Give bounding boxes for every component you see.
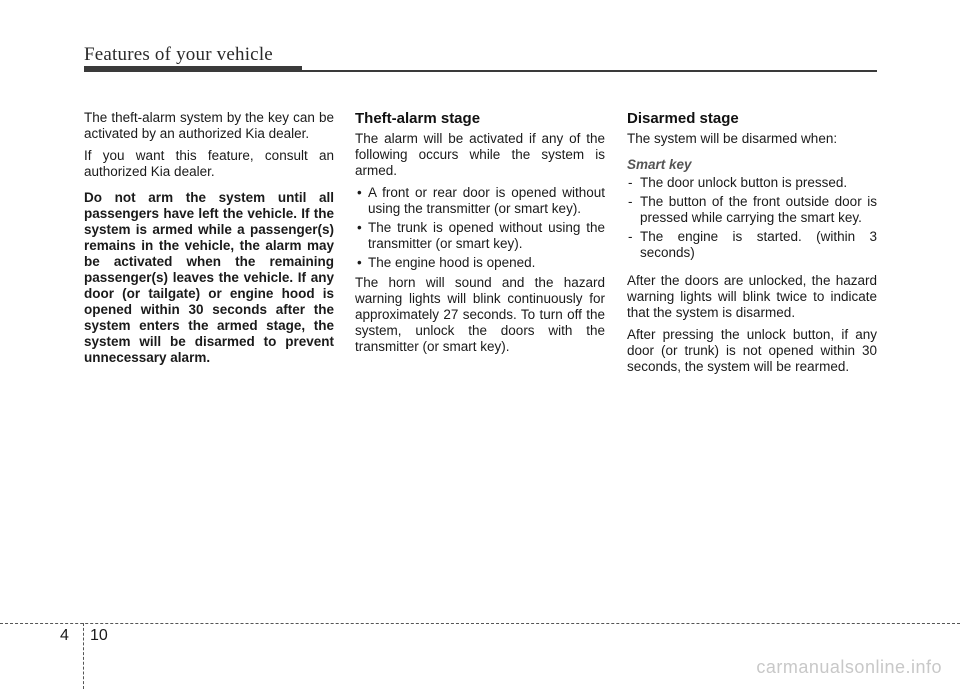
dash-item: - The button of the front outside door is pressed while carrying the smart key. <box>627 194 877 226</box>
disarm-condition-list <box>627 175 877 261</box>
disarmed-heading: Disarmed stage <box>627 110 739 127</box>
dash-item: - The engine is started. (within 3 seconds) <box>627 229 877 261</box>
header-rule <box>302 70 877 72</box>
disarmed-paragraph-2: After pressing the unlock button, if any door (or trunk) is not opened within 30 seconds, the system will be rearmed. <box>627 327 877 374</box>
bullet-item: • The trunk is opened without using the transmitter (or smart key). <box>355 220 605 252</box>
left-paragraph-2: If you want this feature, consult an authorized Kia dealer. <box>84 148 334 179</box>
left-column <box>84 110 334 372</box>
bullet-item: • A front or rear door is opened without using the transmitter (or smart key). <box>355 185 605 217</box>
theft-alarm-closing: The horn will sound and the hazard warning lights will blink continuously for approximately 27 seconds. To turn off the system, unlock the doors with the transmitter (or smart key). <box>355 275 605 354</box>
smart-key-subheading: Smart key <box>627 157 692 172</box>
footer-dashed-divider <box>83 623 84 689</box>
left-paragraph-1: The theft-alarm system by the key can be activated by an authorized Kia dealer. <box>84 110 334 141</box>
site-watermark: carmanualsonline.info <box>756 657 942 677</box>
header-accent-bar <box>84 66 302 72</box>
footer-dashed-rule <box>0 623 960 624</box>
page-number: 10 <box>90 627 108 644</box>
theft-alarm-intro: The alarm will be activated if any of the following occurs while the system is armed. <box>355 131 605 178</box>
bullet-item: • The engine hood is opened. <box>355 255 605 271</box>
chapter-number: 4 <box>60 627 69 644</box>
right-column <box>627 110 877 381</box>
disarmed-intro: The system will be disarmed when: <box>627 131 838 146</box>
page-header-title: Features of your vehicle <box>84 44 273 65</box>
middle-column <box>355 110 605 361</box>
theft-alarm-bullet-list <box>355 185 605 271</box>
theft-alarm-heading: Theft-alarm stage <box>355 110 481 127</box>
dash-item: - The door unlock button is pressed. <box>627 175 877 191</box>
disarmed-paragraph-1: After the doors are unlocked, the hazard warning lights will blink twice to indicate that the system is disarmed. <box>627 273 877 320</box>
warning-paragraph: Do not arm the system until all passengers have left the vehicle. If the system is armed while a passenger(s) remains in the vehicle, the alarm may be activated when the remaining passenger(s) leaves the vehicle. If any door (or tailgate) or engine hood is opened within 30 seconds after the system enters the armed stage, the system will be disarmed to prevent unnecessary alarm. <box>84 190 334 365</box>
